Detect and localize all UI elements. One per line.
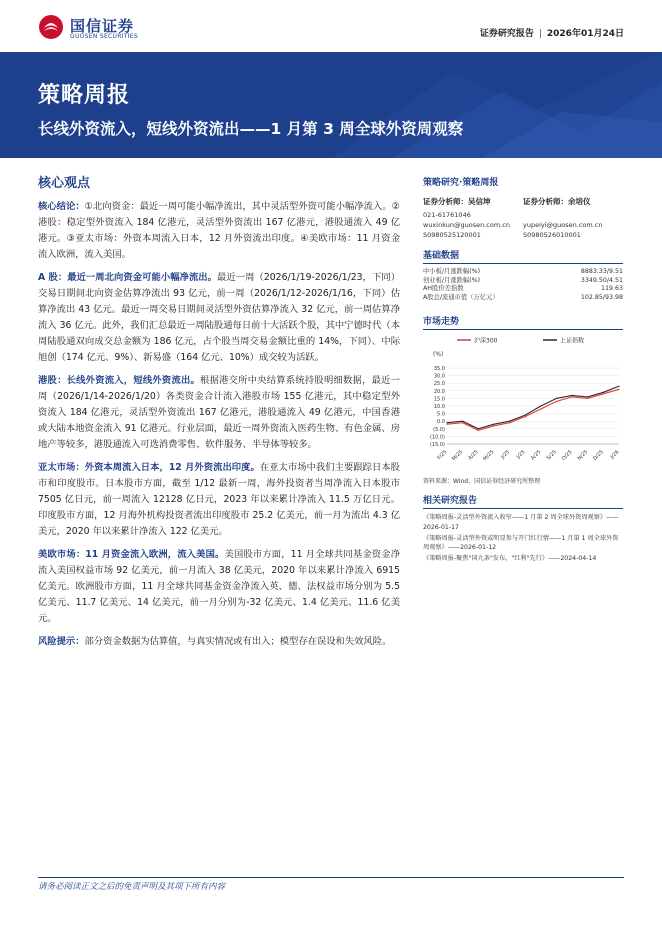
y-tick-label: 0.0: [437, 419, 445, 426]
company-logo: [38, 14, 188, 42]
paragraph-lead: A 股：最近一周北向资金可能小幅净流出。: [38, 272, 218, 283]
market-trend-chart: [423, 334, 623, 474]
basic-data-table: [423, 268, 623, 302]
series-point: [603, 394, 604, 395]
page-footer-disclaimer: 请务必阅读正文之后的免责声明及其项下所有内容: [38, 877, 624, 892]
analyst-name: 证券分析师：吴信坤: [423, 197, 491, 206]
series-point: [618, 389, 619, 390]
x-tick-label: M/25: [482, 449, 496, 463]
y-tick-label: (5.0): [433, 427, 445, 434]
core-paragraph: [38, 373, 400, 453]
analyst-phone: 021-61761046: [423, 211, 471, 219]
trend-chart-svg: [423, 334, 623, 474]
row-value: 8883.33/9.51: [580, 268, 623, 275]
series-point: [509, 422, 510, 423]
y-tick-label: 10.0: [433, 404, 445, 411]
series-point: [525, 415, 526, 416]
series-point: [556, 401, 557, 402]
core-paragraph: [38, 460, 400, 540]
report-category: 策略研究·策略周报: [423, 178, 499, 188]
y-tick-label: 25.0: [433, 381, 445, 388]
series-point: [446, 422, 447, 423]
row-label: 中小板/月涨跌幅(%): [423, 268, 481, 275]
analyst-email[interactable]: yupeiyi@guosen.com.cn: [523, 221, 603, 229]
analyst-email[interactable]: wuxinkun@guosen.com.cn: [423, 221, 510, 229]
title-banner: [0, 52, 662, 158]
x-tick-label: S/25: [545, 449, 558, 462]
page-title: 策略周报: [38, 83, 131, 108]
report-type: 证券研究报告: [479, 29, 534, 39]
analyst-card: [423, 196, 523, 240]
core-paragraph: [38, 547, 400, 627]
market-trend-heading: 市场走势: [423, 314, 623, 330]
x-tick-label: F/25: [436, 449, 449, 462]
paragraph-lead: 亚太市场：外资本周流入日本，12 月外资流出印度。: [38, 462, 260, 473]
x-tick-label: D/25: [592, 449, 605, 463]
x-tick-label: O/25: [560, 449, 574, 463]
logo-english-name: GUOSEN SECURITIES: [70, 33, 139, 40]
series-point: [587, 397, 588, 398]
paragraph-lead: 风险提示：: [38, 636, 85, 647]
y-tick-label: 30.0: [433, 373, 445, 380]
paragraph-text: 美国股市方面，11 月全球共同基金资金净流入美国权益市场 92 亿美元，前一月流入 38 亿美元，2020 年以来累计净流入 6915 亿美元。欧洲股市方面，11 月全球共同基金资金净流入英、德、法权益市场分别为 5.5 亿美元、11.7 亿美元、14 亿美元，前一月分别为-32 亿美元、1.4 亿美元、11.6 亿美元。: [38, 549, 400, 624]
y-tick-label: 20.0: [433, 389, 445, 396]
x-tick-label: J/25: [515, 449, 527, 461]
table-row: [423, 277, 623, 286]
sidebar: [423, 175, 623, 565]
series-point: [618, 386, 619, 387]
analyst-cert: S0980526010001: [523, 231, 581, 239]
y-tick-label: 35.0: [433, 366, 445, 373]
x-tick-label: M/25: [451, 449, 465, 463]
series-point: [493, 426, 494, 427]
paragraph-lead: 核心结论：: [38, 201, 85, 212]
y-tick-label: (10.0): [429, 434, 445, 441]
table-row: [423, 285, 623, 294]
analyst-phone: [523, 210, 623, 220]
related-report-link[interactable]: 《策略周报-灵活型外资流入收窄——1 月第 2 周全球外资周观察》——2026-01-17: [423, 514, 619, 531]
paragraph-text: 根据港交所中央结算系统持股明细数据，最近一周（2026/1/14-2026/1/20）各类资金合计流入港股市场 155 亿港元，其中稳定型外资流入 184 亿港元，灵活型外资流出 167 亿港元，港股通流入 49 亿港元，中国香港或大陆本地资金流入 91 亿港元。行业层面，最近一周外资流入医药生物、有色金属、房地产等较多，港股通流入可选消费零售、软件服务、半导体等较多。: [38, 375, 400, 450]
series-point: [446, 424, 447, 425]
series-point: [493, 424, 494, 425]
banner-decoration-icon: [332, 52, 662, 158]
series-point: [478, 429, 479, 430]
series-point: [525, 416, 526, 417]
series-point: [571, 395, 572, 396]
analyst-name: 证券分析师：余培仪: [523, 197, 591, 206]
y-tick-label: (15.0): [429, 442, 445, 449]
core-paragraph: [38, 270, 400, 366]
paragraph-text: 在亚太市场中我们主要跟踪日本股市和印度股市。日本股市方面，截至 1/12 最新一周，海外投资者当周净流入日本股市 7505 亿日元，前一周流入 12128 亿日元，2023 年以来累计净流入 11.5 万亿日元。印度股市方面，12 月海外机构投资者流出印度股市 25.2 亿美元，前一月为流出 4.3 亿美元，2020 年以来累计净流入 122 亿美元。: [38, 462, 400, 537]
row-value: 3349.50/4.51: [580, 276, 623, 284]
analyst-card: [523, 196, 623, 240]
paragraph-lead: 港股：长线外资流入，短线外资流出。: [38, 375, 201, 386]
y-axis-unit-label: (%): [433, 351, 444, 359]
related-report-link[interactable]: 《策略周报-聚焦"国九条"发布，"红利"先行》——2024-04-14: [423, 555, 597, 563]
chart-source: 资料来源：Wind、国信证券经济研究所整理: [423, 478, 541, 486]
x-tick-label: N/25: [576, 449, 590, 463]
core-paragraph: [38, 199, 400, 263]
row-value: 119.63: [600, 285, 623, 293]
y-tick-label: 15.0: [433, 396, 445, 403]
paragraph-lead: 美欧市场：11 月资金流入欧洲，流入美国。: [38, 549, 225, 560]
core-views-heading: 核心观点: [38, 176, 91, 191]
series-point: [478, 430, 479, 431]
row-label: 创业板/月涨跌幅(%): [423, 276, 481, 284]
report-meta: [480, 26, 624, 39]
guosen-logo-icon: [38, 14, 64, 40]
basic-data-heading: 基础数据: [423, 248, 623, 264]
row-value: 102.85/93.98: [580, 293, 623, 301]
series-point: [462, 422, 463, 423]
paragraph-text: ①北向资金：最近一周可能小幅净流出，其中灵活型外资可能小幅净流入。②港股：稳定型外资流入 184 亿港元，灵活型外资流出 167 亿港元，港股通流入 49 亿港元。③亚太市场：外资本周流入日本，12 月外资流出印度。④美欧市场：11 月资金流入欧洲，流入美国。: [38, 201, 400, 260]
analyst-list: [423, 196, 623, 240]
x-tick-label: A/25: [467, 449, 480, 462]
page-subtitle: 长线外资流入，短线外资流出——1 月第 3 周全球外资周观察: [38, 120, 464, 138]
x-tick-label: A/25: [529, 449, 543, 462]
legend-label: 上证指数: [560, 337, 585, 345]
series-line: [447, 387, 619, 430]
table-row: [423, 294, 623, 303]
series-point: [509, 421, 510, 422]
related-reports-heading: 相关研究报告: [423, 493, 623, 509]
x-tick-label: J/26: [609, 449, 621, 461]
report-date: 2026年01月24日: [546, 29, 624, 39]
x-tick-label: J/25: [499, 449, 511, 461]
row-label: A股总/流通市值（万亿元）: [423, 293, 499, 301]
paragraph-text: 部分资金数据为估算值，与真实情况或有出入；模型存在误设和失效风险。: [84, 636, 392, 647]
series-point: [556, 398, 557, 399]
core-views-section: [38, 172, 400, 657]
paragraph-text: 最近一周（2026/1/19-2026/1/23，下同）交易日期间北向资金估算净流出 93 亿元，前一周（2026/1/12-2026/1/16，下同）估算净流出 43 亿元。最近一周交易日期间灵活型外资估算净流入 32 亿元，前一周估算净流入 36 亿元。此外，我们汇总最近一周陆股通每日前十大活跃个股，其中宁德时代（本周陆股通双向成交总金额为 186 亿元，占个股当周交易金额比重的 14%，下同）、中际旭创（174 亿元、9%）、新易盛（164 亿元、10%）成交较为活跃。: [38, 272, 400, 363]
core-paragraph: [38, 634, 400, 650]
page-header: [0, 0, 662, 52]
y-tick-label: 5.0: [437, 411, 445, 418]
series-point: [571, 397, 572, 398]
series-point: [540, 406, 541, 407]
series-point: [587, 398, 588, 399]
logo-chinese-name: 国信证券: [70, 17, 135, 35]
legend-label: 沪深300: [474, 337, 498, 345]
series-point: [462, 421, 463, 422]
table-row: [423, 268, 623, 277]
analyst-cert: S0980525120001: [423, 231, 481, 239]
series-point: [540, 409, 541, 410]
row-label: AH股价差指数: [423, 285, 464, 293]
meta-divider: |: [538, 29, 542, 39]
related-report-link[interactable]: 《策略周报-灵活型外资或明显参与开门红行情——1 月第 1 周全球外资周观察》——2026-01-12: [423, 534, 619, 551]
series-point: [603, 392, 604, 393]
